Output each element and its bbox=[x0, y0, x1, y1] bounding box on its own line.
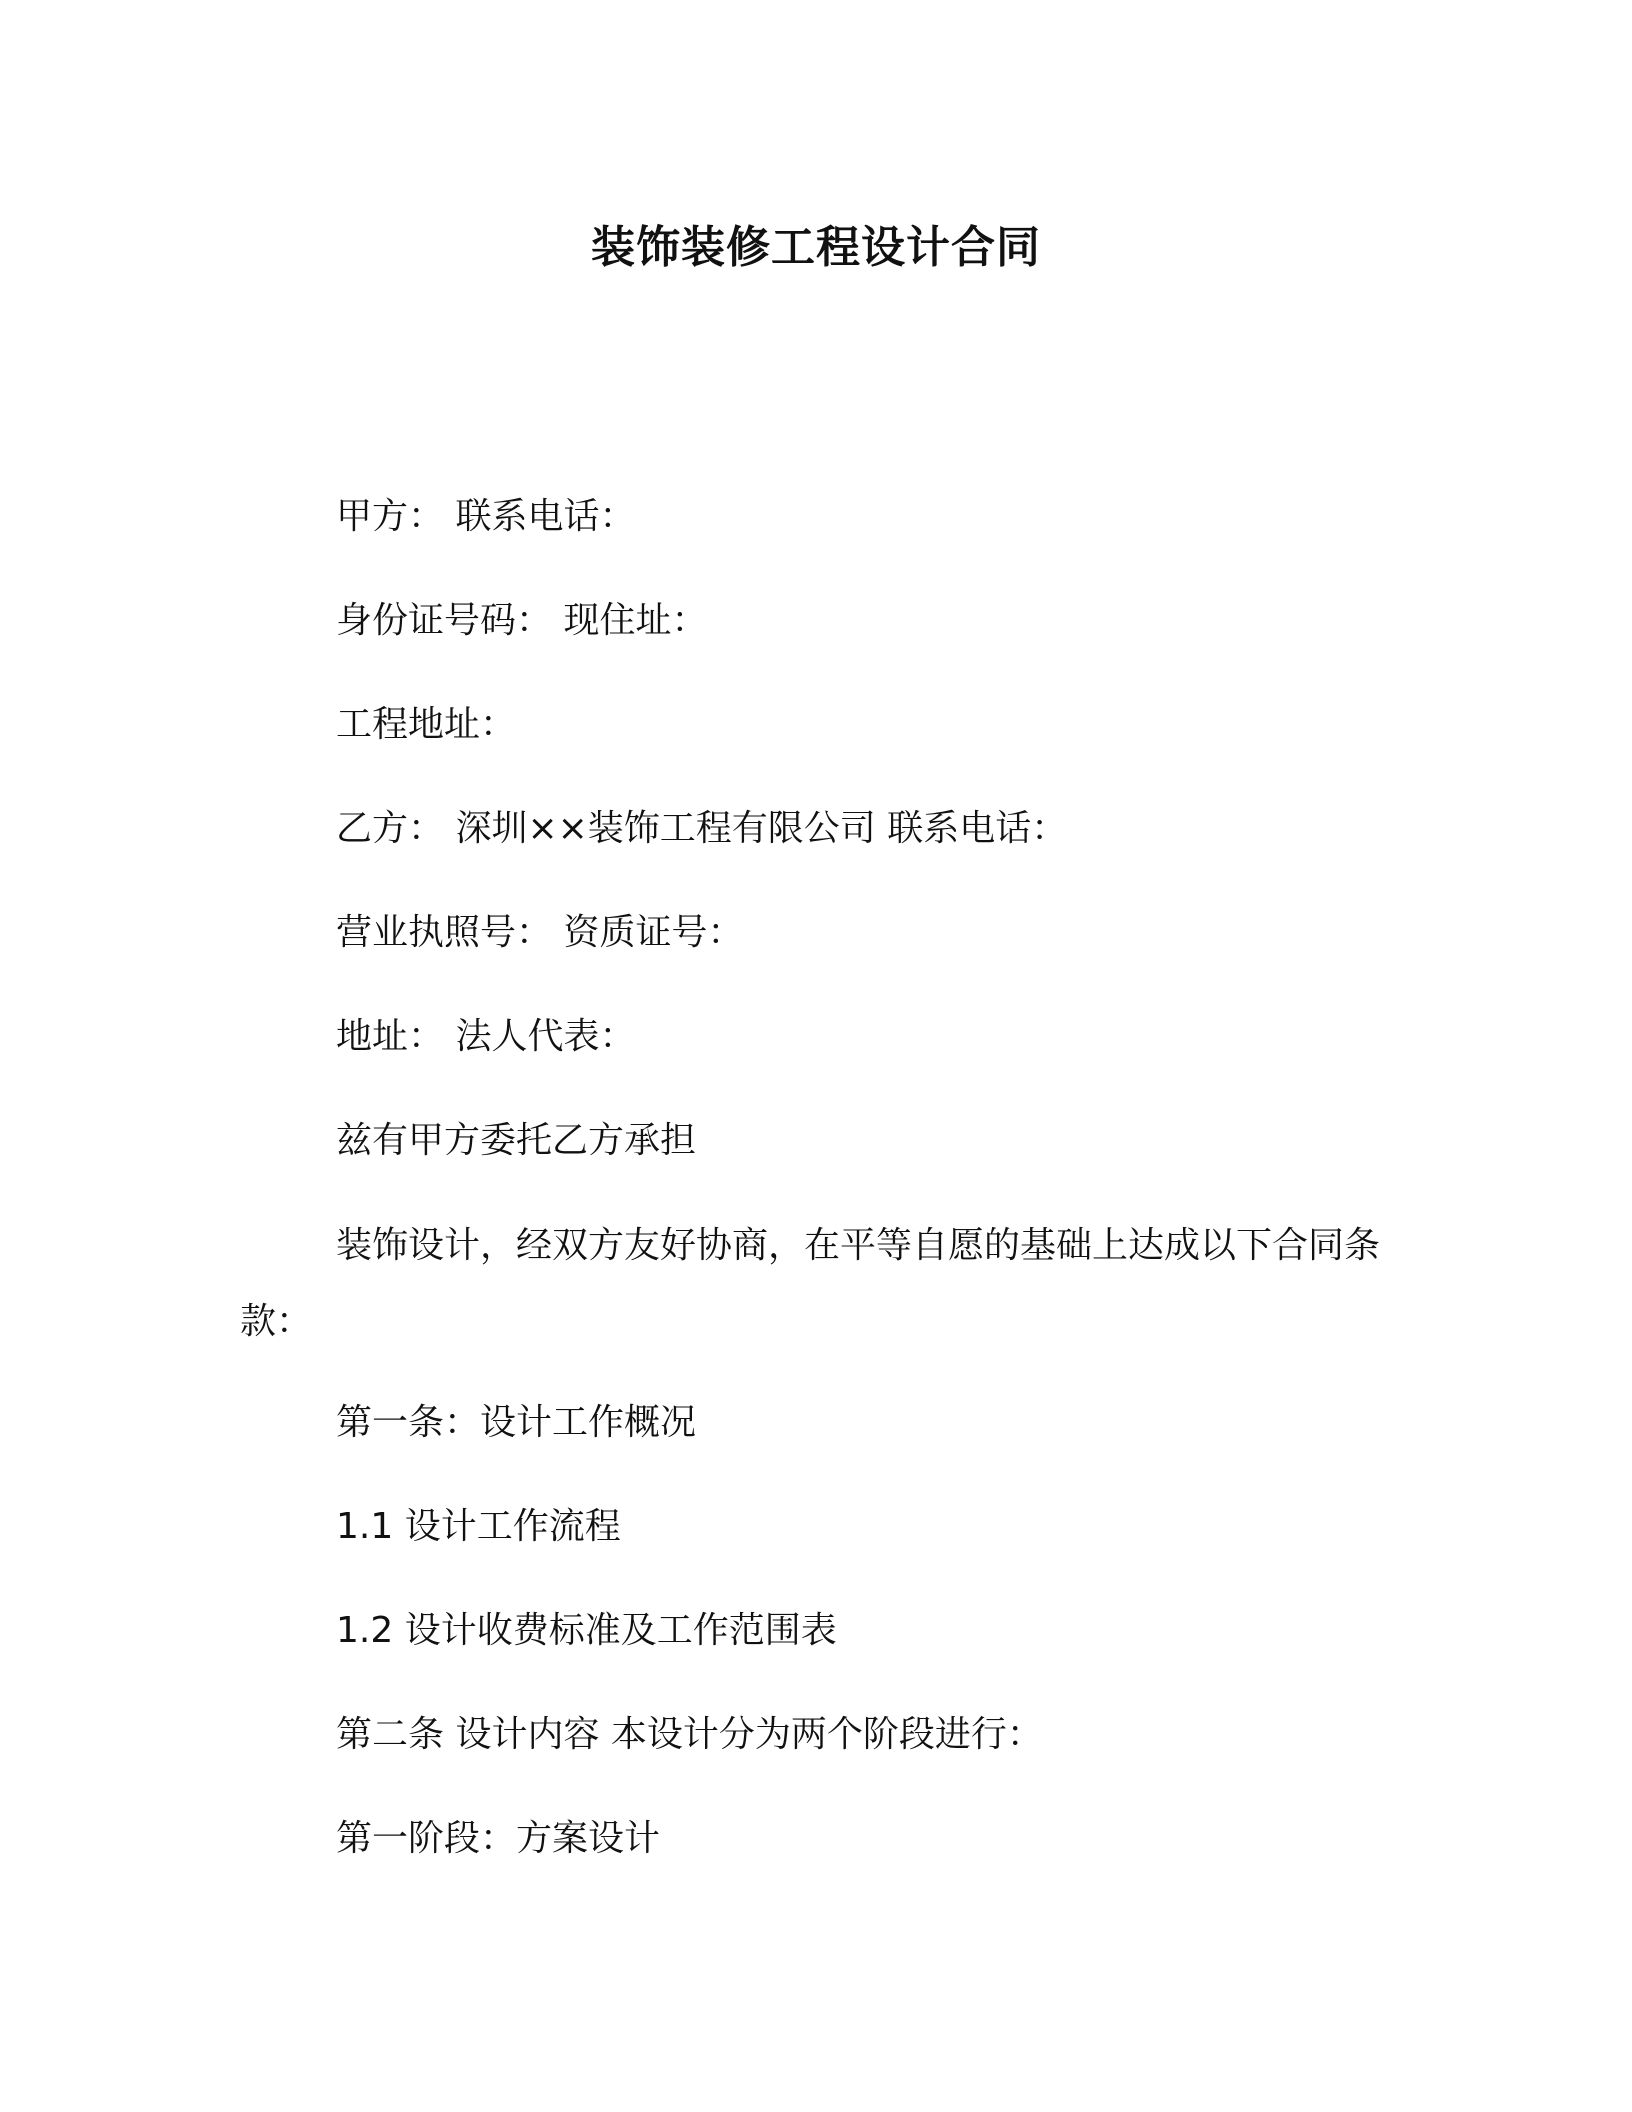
document-body bbox=[240, 490, 1390, 1916]
id-number-line: 身份证号码： 现住址： bbox=[336, 600, 708, 641]
commission-line: 兹有甲方委托乙方承担 bbox=[336, 1120, 697, 1161]
agreement-paragraph: 装饰设计，经双方友好协商，在平等自愿的基础上达成以下合同条款： bbox=[240, 1225, 1381, 1342]
phase-one-heading: 第一阶段：方案设计 bbox=[336, 1818, 661, 1859]
project-address-line: 工程地址： bbox=[336, 704, 517, 745]
article-one-heading: 第一条：设计工作概况 bbox=[336, 1402, 697, 1443]
section-1-2: 1.2 设计收费标准及工作范围表 bbox=[336, 1610, 837, 1651]
document-title: 装饰装修工程设计合同 bbox=[591, 222, 1041, 273]
party-a-line: 甲方： 联系电话： bbox=[336, 496, 636, 537]
address-representative-line: 地址： 法人代表： bbox=[336, 1016, 636, 1057]
article-two-heading: 第二条 设计内容 本设计分为两个阶段进行： bbox=[336, 1714, 1043, 1755]
party-b-line: 乙方： 深圳××装饰工程有限公司 联系电话： bbox=[336, 808, 1068, 849]
business-license-line: 营业执照号： 资质证号： bbox=[336, 912, 744, 953]
section-1-1: 1.1 设计工作流程 bbox=[336, 1506, 621, 1547]
